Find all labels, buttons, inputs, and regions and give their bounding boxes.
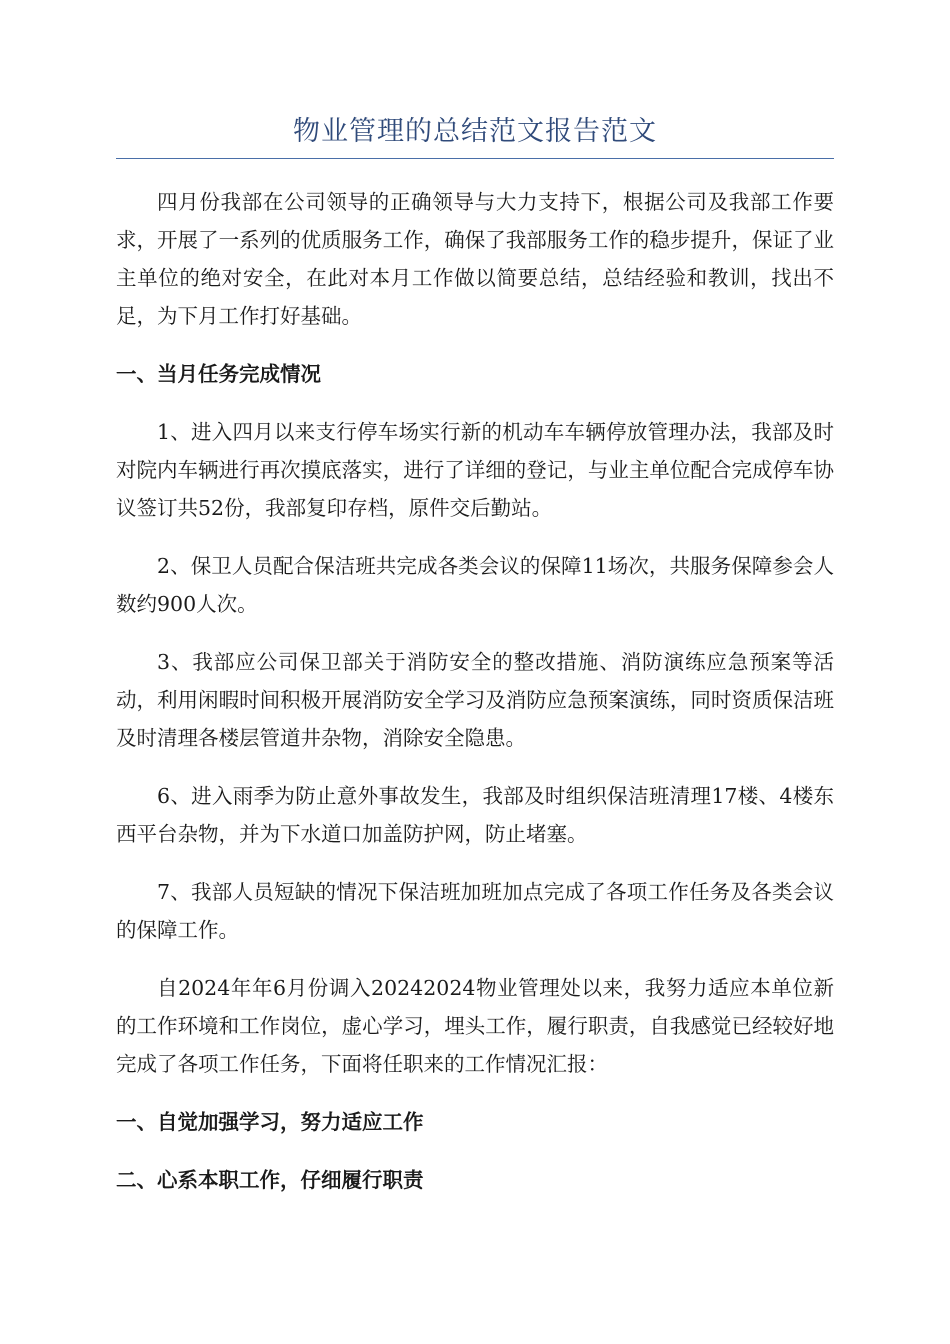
section-heading-study: 一、自觉加强学习，努力适应工作 [116, 1110, 424, 1134]
spacer [116, 949, 834, 969]
spacer [116, 1141, 834, 1161]
spacer [116, 527, 834, 547]
spacer [116, 393, 834, 413]
list-item-3: 3、我部应公司保卫部关于消防安全的整改措施、消防演练应急预案等活动，利用闲暇时间积极开展消防安全学习及消防应急预案演练，同时资质保洁班及时清理各楼层管道井杂物，消除安全隐患。 [116, 650, 834, 750]
spacer [116, 623, 834, 643]
intro-paragraph: 四月份我部在公司领导的正确领导与大力支持下，根据公司及我部工作要求，开展了一系列的优质服务工作，确保了我部服务工作的稳步提升，保证了业主单位的绝对安全，在此对本月工作做以简要总结，总结经验和教训，找出不足，为下月工作打好基础。 [116, 190, 834, 328]
list-item-6: 6、进入雨季为防止意外事故发生，我部及时组织保洁班清理17楼、4楼东西平台杂物，并为下水道口加盖防护网，防止堵塞。 [116, 784, 834, 846]
summary-paragraph: 自2024年年6月份调入20242024物业管理处以来，我努力适应本单位新的工作环境和工作岗位，虚心学习，埋头工作，履行职责，自我感觉已经较好地完成了各项工作任务，下面将任职来的工作情况汇报： [116, 976, 834, 1076]
spacer [116, 853, 834, 873]
spacer [116, 335, 834, 355]
list-item-1: 1、进入四月以来支行停车场实行新的机动车车辆停放管理办法，我部及时对院内车辆进行再次摸底落实，进行了详细的登记，与业主单位配合完成停车协议签订共52份，我部复印存档，原件交后勤站。 [116, 420, 834, 520]
list-item-7: 7、我部人员短缺的情况下保洁班加班加点完成了各项工作任务及各类会议的保障工作。 [116, 880, 834, 942]
document-title: 物业管理的总结范文报告范文 [116, 108, 834, 159]
document-page [116, 108, 834, 1199]
list-item-2: 2、保卫人员配合保洁班共完成各类会议的保障11场次，共服务保障参会人数约900人次。 [116, 554, 834, 616]
spacer [116, 159, 834, 183]
section-heading-duty: 二、心系本职工作，仔细履行职责 [116, 1168, 424, 1192]
spacer [116, 757, 834, 777]
section-heading-current-month: 一、当月任务完成情况 [116, 362, 321, 386]
spacer [116, 1083, 834, 1103]
